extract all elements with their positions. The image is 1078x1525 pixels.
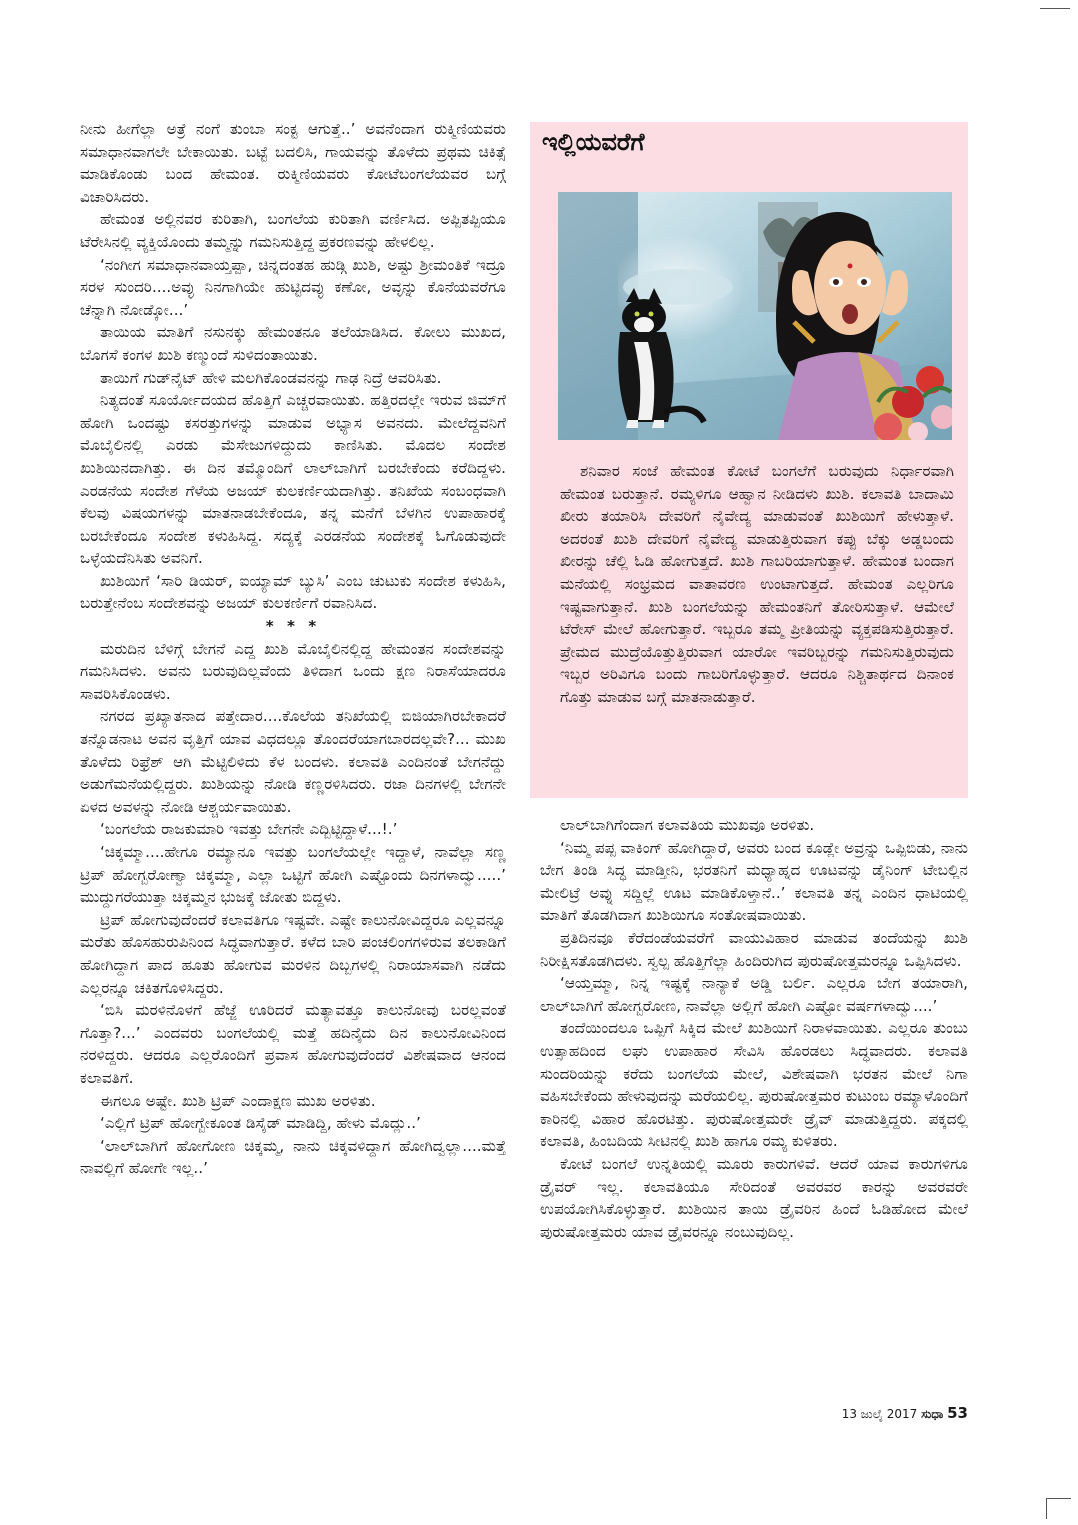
- illustration-svg: [558, 192, 952, 440]
- page-number: 53: [947, 1404, 968, 1422]
- paragraph: ಟ್ರಿಪ್ ಹೋಗುವುದೆಂದರೆ ಕಲಾವತಿಗೂ ಇಷ್ಟವೇ. ಎಷ್ಟೇ ಕಾಲುನೋವಿದ್ದರೂ ಎಲ್ಲವನ್ನೂ ಮರೆತು ಹೊಸಹುರುಪಿನಿಂದ ಸಿದ್ಧವಾಗುತ್ತಾರೆ. ಕಳೆದ ಬಾರಿ ಪಂಚಲಿಂಗಗಳಿರುವ ತಲಕಾಡಿಗೆ ಹೋಗಿದ್ದಾಗ ಪಾದ ಹೂತು ಹೋಗುವ ಮರಳಿನ ದಿಬ್ಬಗಳಲ್ಲಿ ನಿರಾಯಾಸವಾಗಿ ನಡೆದು ಎಲ್ಲರನ್ನೂ ಚಕಿತಗೊಳಿಸಿದ್ದರು.: [80, 910, 506, 997]
- section-break: * * *: [265, 617, 321, 636]
- paragraph: ‘ಚಿಕ್ಕಮ್ಮಾ....ಹೇಗೂ ರಮ್ಯಾನೂ ಇವತ್ತು ಬಂಗಲೆಯಲ್ಲೇ ಇದ್ದಾಳೆ, ನಾವೆಲ್ಲಾ ಸಣ್ಣ ಟ್ರಿಪ್ ಹೋಗ್ಬರೋಣ್ವಾ ಚಿಕ್ಕಮ್ಮಾ, ಎಲ್ಲಾ ಒಟ್ಟಿಗೆ ಹೋಗಿ ಎಷ್ಟೊಂದು ದಿನಗಳಾದ್ವು.....’ ಮುದ್ದುಗರೆಯುತ್ತಾ ಚಿಕ್ಕಮ್ಮನ ಭುಜಕ್ಕೆ ಜೋತು ಬಿದ್ದಳು.: [80, 843, 506, 907]
- paragraph: ‘ಬಂಗಲೆಯ ರಾಜಕುಮಾರಿ ಇವತ್ತು ಬೇಗನೇ ಎದ್ಬಿಟ್ಟಿದ್ದಾಳೆ...!.’: [100, 820, 398, 839]
- paragraph: ‘ಎಲ್ಲಿಗೆ ಟ್ರಿಪ್ ಹೋಗ್ಬೇಕೂಂತ ಡಿಸೈಡ್ ಮಾಡಿದ್ದಿ, ಹೇಳು ಮೊದ್ಲು..’: [100, 1114, 421, 1133]
- illustration-cat-and-frightened-woman: [558, 192, 952, 440]
- story-so-far-box: [530, 122, 968, 798]
- paragraph: ‘ಆಯ್ತಮ್ಮಾ, ನಿನ್ನ ಇಷ್ಟಕ್ಕೆ ನಾನ್ಯಾಕೆ ಅಡ್ಡಿ ಬರ್ಲಿ. ಎಲ್ಲರೂ ಬೇಗ ತಯಾರಾಗಿ, ಲಾಲ್‌ಬಾಗಿಗೆ ಹೋಗ್ಬರೋಣ, ನಾವೆಲ್ಲಾ ಅಲ್ಲಿಗೆ ಹೋಗಿ ಎಷ್ಟೋ ವರ್ಷಗಳಾದ್ವು....’: [540, 974, 968, 1015]
- paragraph: ಕೋಟೆ ಬಂಗಲೆ ಉನ್ನತಿಯಲ್ಲಿ ಮೂರು ಕಾರುಗಳಿವೆ. ಆದರೆ ಯಾವ ಕಾರುಗಳಿಗೂ ಡ್ರೈವರ್ ಇಲ್ಲ. ಕಲಾವತಿಯೂ ಸೇರಿದಂತೆ ಅವರವರ ಕಾರನ್ನು ಅವರವರೇ ಉಪಯೋಗಿಸಿಕೊಳ್ಳುತ್ತಾರೆ. ಖುಶಿಯಿನ ತಾಯಿ ಡ್ರೈವರಿನ ಹಿಂದೆ ಓಡಿಹೋದ ಮೇಲೆ ಪುರುಷೋತ್ತಮರು ಯಾವ ಡ್ರೈವರನ್ನೂ ನಂಬುವುದಿಲ್ಲ.: [540, 1154, 968, 1241]
- paragraph: ‘ಬಿಸಿ ಮರಳಿನೊಳಗೆ ಹೆಜ್ಜೆ ಊರಿದರೆ ಮತ್ಯಾವತ್ತೂ ಕಾಲುನೋವು ಬರಲ್ಲವಂತೆ ಗೊತ್ತಾ?...’ ಎಂದವರು ಬಂಗಲೆಯಲ್ಲಿ ಮತ್ತೆ ಹದಿನೈದು ದಿನ ಕಾಲುನೋವಿನಿಂದ ನರಳಿದ್ದರು. ಆದರೂ ಎಲ್ಲರೊಂದಿಗೆ ಪ್ರವಾಸ ಹೋಗುವುದೆಂದರೆ ವಿಶೇಷವಾದ ಆನಂದ ಕಲಾವತಿಗೆ.: [80, 1001, 506, 1087]
- story-so-far-title: ಇಲ್ಲಿಯವರೆಗೆ: [542, 128, 645, 156]
- paragraph: ಈಗಲೂ ಅಷ್ಟೇ. ಖುಶಿ ಟ್ರಿಪ್ ಎಂದಾಕ್ಷಣ ಮುಖ ಅರಳಿತು.: [100, 1091, 376, 1110]
- paragraph: ಖುಶಿಯಿಗೆ ‘ಸಾರಿ ಡಿಯರ್, ಐಯ್ಯಾಮ್ ಬ್ಯುಸಿ’ ಎಂಬ ಚುಟುಕು ಸಂದೇಶ ಕಳುಹಿಸಿ, ಬರುತ್ತೇನೆಂಬ ಸಂದೇಶವನ್ನು ಅಜಯ್ ಕುಲಕರ್ಣಿಗೆ ರವಾನಿಸಿದ.: [80, 571, 506, 613]
- issue-date: 13 ಜುಲೈ 2017: [841, 1407, 918, 1421]
- story-so-far-summary: ಶನಿವಾರ ಸಂಜೆ ಹೇಮಂತ ಕೋಟೆ ಬಂಗಲೆಗೆ ಬರುವುದು ನಿರ್ಧಾರವಾಗಿ ಹೇಮಂತ ಬರುತ್ತಾನೆ. ರಮ್ಯಳಿಗೂ ಆಹ್ವಾನ ನೀಡಿದಳು ಖುಶಿ. ಕಲಾವತಿ ಬಾದಾಮಿ ಖೀರು ತಯಾರಿಸಿ ದೇವರಿಗೆ ನೈವೇದ್ಯ ಮಾಡುವಂತೆ ಖುಶಿಯಿಗೆ ಹೇಳುತ್ತಾಳೆ. ಅದರಂತೆ ಖುಶಿ ದೇವರಿಗೆ ನೈವೇದ್ಯ ಮಾಡುತ್ತಿರುವಾಗ ಕಪ್ಪು ಬೆಕ್ಕು ಅಡ್ಡಬಂದು ಖೀರನ್ನು ಚೆಲ್ಲಿ ಓಡಿ ಹೋಗುತ್ತದೆ. ಖುಶಿ ಗಾಬರಿಯಾಗುತ್ತಾಳೆ. ಹೇಮಂತ ಬಂದಾಗ ಮನೆಯಲ್ಲಿ ಸಂಭ್ರಮದ ವಾತಾವರಣ ಉಂಟಾಗುತ್ತದೆ. ಹೇಮಂತ ಎಲ್ಲರಿಗೂ ಇಷ್ಟವಾಗುತ್ತಾನೆ. ಖುಶಿ ಬಂಗಲೆಯನ್ನು ಹೇಮಂತನಿಗೆ ತೋರಿಸುತ್ತಾಳೆ. ಆಮೇಲೆ ಟೆರೇಸ್ ಮೇಲೆ ಹೋಗುತ್ತಾರೆ. ಇಬ್ಬರೂ ತಮ್ಮ ಪ್ರೀತಿಯನ್ನು ವ್ಯಕ್ತಪಡಿಸುತ್ತಿರುತ್ತಾರೆ. ಪ್ರೇಮದ ಮುದ್ರೆಯೊತ್ತುತ್ತಿರುವಾಗ ಯಾರೋ ಇವರಿಬ್ಬರನ್ನು ಗಮನಿಸುತ್ತಿರುವುದು ಇಬ್ಬರ ಅರಿವಿಗೂ ಬಂದು ಗಾಬರಿಗೊಳ್ಳುತ್ತಾರೆ. ಆದರೂ ನಿಶ್ಚಿತಾರ್ಥದ ದಿನಾಂಕ ಗೊತ್ತು ಮಾಡುವ ಬಗ್ಗೆ ಮಾತನಾಡುತ್ತಾರೆ.: [560, 462, 954, 706]
- paragraph: ಹೇಮಂತ ಅಲ್ಲಿನವರ ಕುರಿತಾಗಿ, ಬಂಗಲೆಯ ಕುರಿತಾಗಿ ವರ್ಣಿಸಿದ. ಅಪ್ಪಿತಪ್ಪಿಯೂ ಟೆರೇಸಿನಲ್ಲಿ ವ್ಯಕ್ತಿಯೊಂದು ತಮ್ಮನ್ನು ಗಮನಿಸುತ್ತಿದ್ದ ಪ್ರಕರಣವನ್ನು ಹೇಳಲಿಲ್ಲ.: [80, 210, 506, 251]
- right-column: [540, 814, 968, 1243]
- crop-mark-top-right: [1040, 8, 1070, 9]
- paragraph: ಪ್ರತಿದಿನವೂ ಕೆರೆದಂಡೆಯವರೆಗೆ ವಾಯುವಿಹಾರ ಮಾಡುವ ತಂದೆಯನ್ನು ಖುಶಿ ನಿರೀಕ್ಷಿಸತೊಡಗಿದಳು. ಸ್ವಲ್ಪ ಹೊತ್ತಿಗೆಲ್ಲಾ ಹಿಂದಿರುಗಿದ ಪುರುಷೋತ್ತಮರನ್ನೂ ಒಪ್ಪಿಸಿದಳು.: [540, 928, 968, 970]
- magazine-name: ಸುಧಾ: [921, 1407, 944, 1421]
- paragraph: ತಾಯಿಗೆ ಗುಡ್‌ನೈಟ್ ಹೇಳಿ ಮಲಗಿಕೊಂಡವನನ್ನು ಗಾಢ ನಿದ್ರೆ ಆವರಿಸಿತು.: [100, 368, 442, 387]
- paragraph: ‘ನಂಗೀಗ ಸಮಾಧಾನವಾಯ್ತಪ್ಪಾ, ಚಿನ್ನದಂತಹ ಹುಡ್ಗಿ ಖುಶಿ, ಅಷ್ಟು ಶ್ರೀಮಂತಿಕೆ ಇದ್ರೂ ಸರಳ ಸುಂದರಿ....ಅವ್ಳು ನಿನಗಾಗಿಯೇ ಹುಟ್ಟಿದವ್ಳು ಕಣೋ, ಅವ್ಳನ್ನು ಕೊನೆಯವರೆಗೂ ಚೆನ್ನಾಗಿ ನೋಡ್ಕೋ...’: [80, 255, 506, 319]
- paragraph: ‘ಲಾಲ್‌ಬಾಗಿಗೆ ಹೋಗೋಣ ಚಿಕ್ಕಮ್ಮ, ನಾನು ಚಿಕ್ಕವಳಿದ್ದಾಗ ಹೋಗಿದ್ವಲ್ಲಾ....ಮತ್ತೆ ನಾವಲ್ಲಿಗೆ ಹೋಗೇ ಇಲ್ಲ..’: [80, 1136, 506, 1178]
- paragraph: ತಾಯಿಯ ಮಾತಿಗೆ ನಸುನಕ್ಕು ಹೇಮಂತನೂ ತಲೆಯಾಡಿಸಿದ. ಕೋಲು ಮುಖದ, ಬೊಗಸೆ ಕಂಗಳ ಖುಶಿ ಕಣ್ಮುಂದೆ ಸುಳಿದಂತಾಯಿತು.: [80, 323, 506, 364]
- paragraph: ನಗರದ ಪ್ರಖ್ಯಾತನಾದ ಪತ್ತೇದಾರ....ಕೊಲೆಯ ತನಿಖೆಯಲ್ಲಿ ಬಿಜಿಯಾಗಿರಬೇಕಾದರೆ ತನ್ನೊಡನಾಟ ಅವನ ವೃತ್ತಿಗೆ ಯಾವ ವಿಧದಲ್ಲೂ ತೊಂದರೆಯಾಗಬಾರದಲ್ಲವೇ?... ಮುಖ ತೊಳೆದು ರಿಫ್ರೆಶ್ ಆಗಿ ಮೆಟ್ಟಿಲಿಳಿದು ಕೆಳ ಬಂದಳು. ಕಲಾವತಿ ಎಂದಿನಂತೆ ಬೇಗನೆದ್ದು ಅಡುಗೆಮನೆಯಲ್ಲಿದ್ದರು. ಖುಶಿಯನ್ನು ನೋಡಿ ಕಣ್ಣರಳಿಸಿದರು. ರಜಾ ದಿನಗಳಲ್ಲಿ ಬೇಗನೇ ಏಳದ ಅವಳನ್ನು ನೋಡಿ ಆಶ್ಚರ್ಯವಾಯಿತು.: [80, 707, 506, 816]
- page-footer: [838, 1404, 968, 1422]
- paragraph: ಮರುದಿನ ಬೆಳಿಗ್ಗೆ ಬೇಗನೆ ಎದ್ದ ಖುಶಿ ಮೊಬೈಲಿನಲ್ಲಿದ್ದ ಹೇಮಂತನ ಸಂದೇಶವನ್ನು ಗಮನಿಸಿದಳು. ಅವನು ಬರುವುದಿಲ್ಲವೆಂದು ತಿಳಿದಾಗ ಒಂದು ಕ್ಷಣ ನಿರಾಸೆಯಾದರೂ ಸಾವರಿಸಿಕೊಂಡಳು.: [80, 639, 506, 703]
- crop-mark-bottom-right: [1046, 1498, 1071, 1519]
- paragraph: ನೀನು ಹೀಗೆಲ್ಲಾ ಅತ್ರೆ ನಂಗೆ ತುಂಬಾ ಸಂಕ್ಟ ಆಗುತ್ತೆ..’ ಅವನೆಂದಾಗ ರುಕ್ಮಿಣಿಯವರು ಸಮಾಧಾನವಾಗಲೇ ಬೇಕಾಯಿತು. ಬಟ್ಟೆ ಬದಲಿಸಿ, ಗಾಯವನ್ನು ತೊಳೆದು ಪ್ರಥಮ ಚಿಕಿತ್ಸೆ ಮಾಡಿಕೊಂಡು ಬಂದ ಹೇಮಂತ. ರುಕ್ಮಿಣಿಯವರು ಕೋಟೆಬಂಗಲೆಯವರ ಬಗ್ಗೆ ವಿಚಾರಿಸಿದರು.: [80, 120, 506, 206]
- left-column: [80, 118, 506, 1180]
- paragraph: ನಿತ್ಯದಂತೆ ಸೂರ್ಯೋದಯದ ಹೊತ್ತಿಗೆ ಎಚ್ಚರವಾಯಿತು. ಹತ್ತಿರದಲ್ಲೇ ಇರುವ ಜಿಮ್‌ಗೆ ಹೋಗಿ ಒಂದಷ್ಟು ಕಸರತ್ತುಗಳನ್ನು ಮಾಡುವ ಅಭ್ಯಾಸ ಅವನದು. ಮೇಲೆದ್ದವನಿಗೆ ಮೊಬೈಲಿನಲ್ಲಿ ಎರಡು ಮೆಸೇಜುಗಳಿದ್ದುದು ಕಾಣಿಸಿತು. ಮೊದಲ ಸಂದೇಶ ಖುಶಿಯಿನದಾಗಿತ್ತು. ಈ ದಿನ ತಮ್ಮೊಂದಿಗೆ ಲಾಲ್‌ಬಾಗಿಗೆ ಬರಬೇಕೆಂದು ಕರೆದಿದ್ದಳು. ಎರಡನೆಯ ಸಂದೇಶ ಗೆಳೆಯ ಅಜಯ್ ಕುಲಕರ್ಣಿಯದಾಗಿತ್ತು. ತನಿಖೆಯ ಸಂಬಂಧವಾಗಿ ಕೆಲವು ವಿಷಯಗಳನ್ನು ಮಾತನಾಡಬೇಕೆಂದೂ, ತನ್ನ ಮನೆಗೆ ಬೆಳಗಿನ ಉಪಾಹಾರಕ್ಕೆ ಬರಬೇಕೆಂದೂ ಸಂದೇಶ ಕಳುಹಿಸಿದ್ದ. ಸದ್ಯಕ್ಕೆ ಎರಡನೆಯ ಸಂದೇಶಕ್ಕೆ ಓಗೊಡುವುದೇ ಒಳ್ಳೆಯದೆನಿಸಿತು ಅವನಿಗೆ.: [80, 391, 506, 568]
- paragraph: ‘ನಿಮ್ಮ ಪಪ್ಪ ವಾಕಿಂಗ್ ಹೋಗಿದ್ದಾರೆ, ಅವರು ಬಂದ ಕೂಡ್ಲೇ ಅವ್ರನ್ನು ಒಪ್ಪಿಬಿಡು, ನಾನು ಬೇಗ ತಿಂಡಿ ಸಿದ್ಧ ಮಾಡ್ತೀನಿ, ಭರತನಿಗೆ ಮಧ್ಯಾಹ್ನದ ಊಟವನ್ನು ಡೈನಿಂಗ್ ಟೇಬಲ್ಲಿನ ಮೇಲಿಟ್ರೆ ಅವ್ನು ಸದ್ದಿಲ್ಲೆ ಊಟ ಮಾಡಿಕೊಳ್ತಾನೆ..’ ಕಲಾವತಿ ತನ್ನ ಎಂದಿನ ಧಾಟಿಯಲ್ಲಿ ಮಾತಿಗೆ ತೊಡಗಿದಾಗ ಖುಶಿಯಿಗೂ ಸಂತೋಷವಾಯಿತು.: [540, 838, 968, 925]
- paragraph: ಲಾಲ್‌ಬಾಗಿಗೆಂದಾಗ ಕಲಾವತಿಯ ಮುಖವೂ ಅರಳಿತು.: [560, 816, 815, 834]
- paragraph: ತಂದೆಯಿಂದಲೂ ಒಪ್ಪಿಗೆ ಸಿಕ್ಕಿದ ಮೇಲೆ ಖುಶಿಯಿಗೆ ನಿರಾಳವಾಯಿತು. ಎಲ್ಲರೂ ತುಂಬು ಉತ್ಸಾಹದಿಂದ ಲಘು ಉಪಾಹಾರ ಸೇವಿಸಿ ಹೊರಡಲು ಸಿದ್ಧವಾದರು. ಕಲಾವತಿ ಸುಂದರಿಯನ್ನು ಕರೆದು ಬಂಗಲೆಯ ಮೇಲೆ, ವಿಶೇಷವಾಗಿ ಭರತನ ಮೇಲೆ ನಿಗಾ ವಹಿಸಬೇಕೆಂದು ಹೇಳುವುದನ್ನು ಮರೆಯಲಿಲ್ಲ. ಪುರುಷೋತ್ತಮರ ಕುಟುಂಬ ರಮ್ಯಾಳೊಂದಿಗೆ ಕಾರಿನಲ್ಲಿ ವಿಹಾರ ಹೊರಟಿತ್ತು. ಪುರುಷೋತ್ತಮರೇ ಡ್ರೈವ್ ಮಾಡುತ್ತಿದ್ದರು. ಪಕ್ಕದಲ್ಲಿ ಕಲಾವತಿ, ಹಿಂಬದಿಯ ಸೀಟಿನಲ್ಲಿ ಖುಶಿ ಹಾಗೂ ರಮ್ಯ ಕುಳಿತರು.: [540, 1019, 968, 1151]
